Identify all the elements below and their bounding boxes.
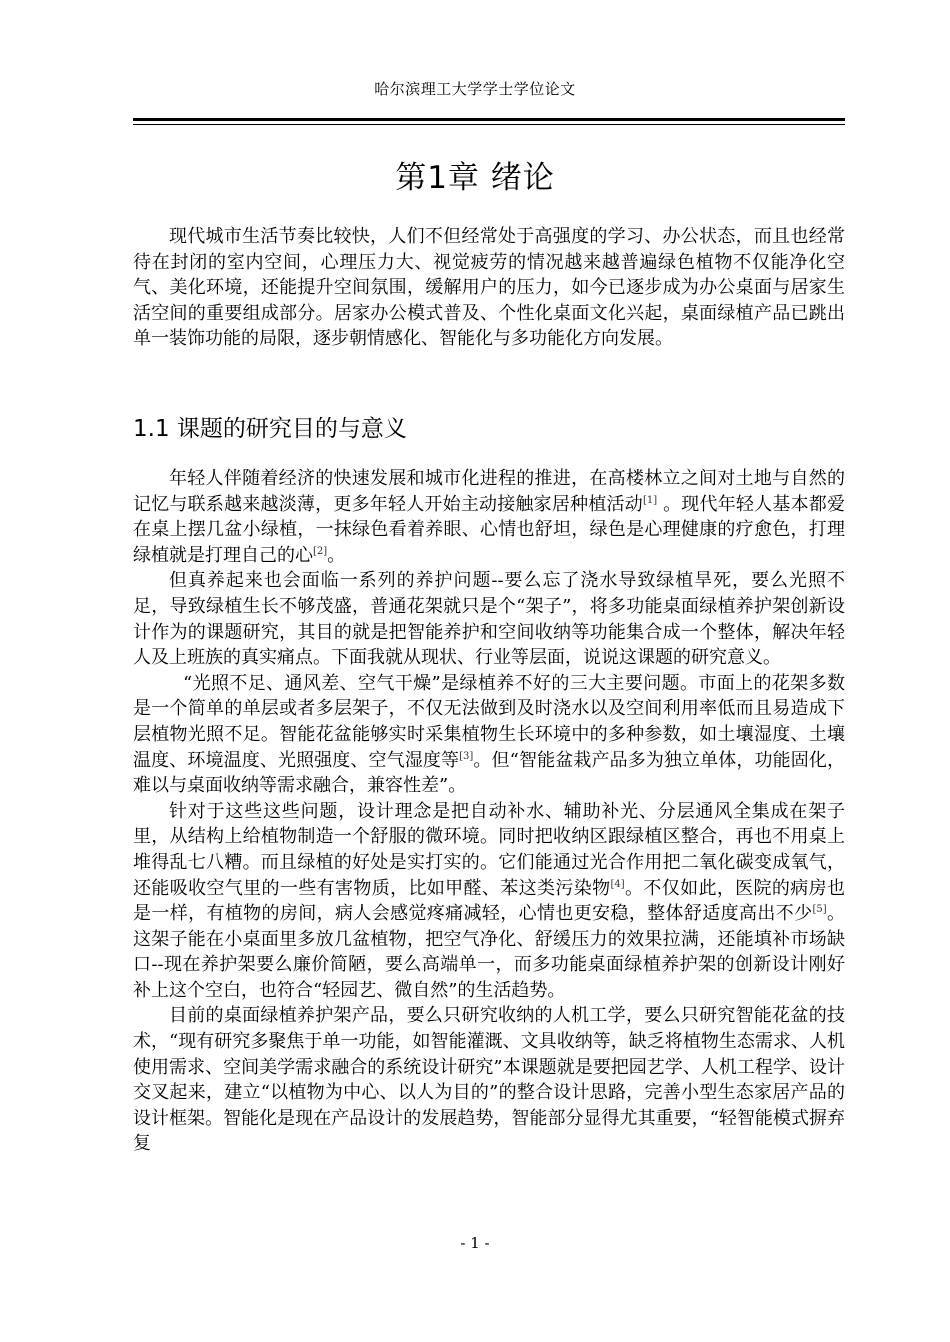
paragraph-4-text-b: 。不仅如此，医院的病房也是一样，有植物的房间，病人会感觉疼痛减轻，心情也更安稳，整体舒适度高出不少 [133, 877, 846, 925]
paragraph-4-text-c: 。这架子能在小桌面里多放几盆植物，把空气净化、舒缓压力的效果拉满，还能填补市场缺口--现在养护架要么廉价简陋，要么高端单一，而多功能桌面绿植养护架的创新设计刚好补上这个空白，也符合“轻园艺、微自然”的生活趋势。 [133, 903, 846, 1001]
paragraph-1-text-a: 年轻人伴随着经济的快速发展和城市化进程的推进，在高楼林立之间对土地与自然的记忆与联系越来越淡薄，更多年轻人开始主动接触家居种植活动 [133, 468, 845, 515]
paragraph-3-text-a: “光照不足、通风差、空气干燥”是绿植养不好的三大主要问题。市面上的花架多数是一个简单的单层或者多层架子，不仅无法做到及时浇水以及空间利用率低而且易造成下层植物光照不足。智能花盆能够实时采集植物生长环境中的多种参数，如土壤湿度、土壤温度、环境温度、光照强度、空气湿度等 [133, 672, 845, 771]
chapter-title: 第1章 绪论 [395, 160, 555, 196]
paragraph-5: 目前的桌面绿植养护架产品，要么只研究收纳的人机工学，要么只研究智能花盆的技术，“现有研究多聚焦于单一功能，如智能灌溉、文具收纳等，缺乏将植物生态需求、人机使用需求、空间美学需求融合的系统设计研究”本课题就是要把园艺学、人机工程学、设计交叉起来，建立“以植物为中心、以人为目的”的整合设计思路，完善小型生态家居产品的设计框架。智能化是现在产品设计的发展趋势，智能部分显得尤其重要，“轻智能模式摒弃复 [133, 1005, 845, 1155]
section-body [133, 466, 845, 1157]
intro-block [133, 224, 845, 352]
paragraph-1-text-b: 。现代年轻人基本都爱在桌上摆几盆小绿植，一抹绿色看着养眼、心情也舒坦，绿色是心理健康的疗愈色，打理绿植就是打理自己的心 [133, 493, 845, 566]
citation-1: [1] [642, 494, 658, 506]
intro-paragraph: 现代城市生活节奏比较快，人们不但经常处于高强度的学习、办公状态，而且也经常待在封闭的室内空间，心理压力大、视觉疲劳的情况越来越普遍绿色植物不仅能净化空气、美化环境，还能提升空间氛围，缓解用户的压力，如今已逐步成为办公桌面与居家生活空间的重要组成部分。居家办公模式普及、个性化桌面文化兴起，桌面绿植产品已跳出单一装饰功能的局限，逐步朝情感化、智能化与多功能化方向发展。 [133, 226, 845, 350]
paragraph-1-text-c: 。 [327, 544, 346, 566]
header-rule-thin [133, 124, 845, 125]
citation-2: [2] [313, 545, 328, 557]
paragraph-4-text-a: 针对于这些这些问题，设计理念是把自动补水、辅助补光、分层通风全集成在架子里，从结构上给植物制造一个舒服的微环境。同时把收纳区跟绿植区整合，再也不用桌上堆得乱七八糟。而且绿植的好处是实打实的。它们能通过光合作用把二氧化碳变成氧气，还能吸收空气里的一些有害物质，比如甲醛、苯这类污染物 [133, 800, 845, 899]
paragraph-3-text-b: 。但“智能盆栽产品多为独立单体，功能固化，难以与桌面收纳等需求融合，兼容性差”。 [133, 749, 846, 797]
citation-3: [3] [459, 750, 474, 762]
running-header: 哈尔滨理工大学学士学位论文 [374, 80, 576, 98]
paragraph-1 [133, 466, 845, 568]
citation-5: [5] [812, 904, 827, 916]
section-heading: 1.1 课题的研究目的与意义 [133, 416, 407, 442]
citation-4: [4] [610, 878, 625, 890]
paragraph-4 [133, 799, 845, 1004]
paragraph-3 [133, 671, 845, 799]
paragraph-2: 但真养起来也会面临一系列的养护问题--要么忘了浇水导致绿植旱死，要么光照不足，导致绿植生长不够茂盛，普通花架就只是个“架子”，将多功能桌面绿植养护架创新设计作为的课题研究，其目的就是把智能养护和空间收纳等功能集合成一个整体，解决年轻人及上班族的真实痛点。下面我就从现状、行业等层面，说说这课题的研究意义。 [133, 570, 845, 669]
page-number: - 1 - [460, 1234, 490, 1252]
header-rule-thick [133, 118, 845, 121]
